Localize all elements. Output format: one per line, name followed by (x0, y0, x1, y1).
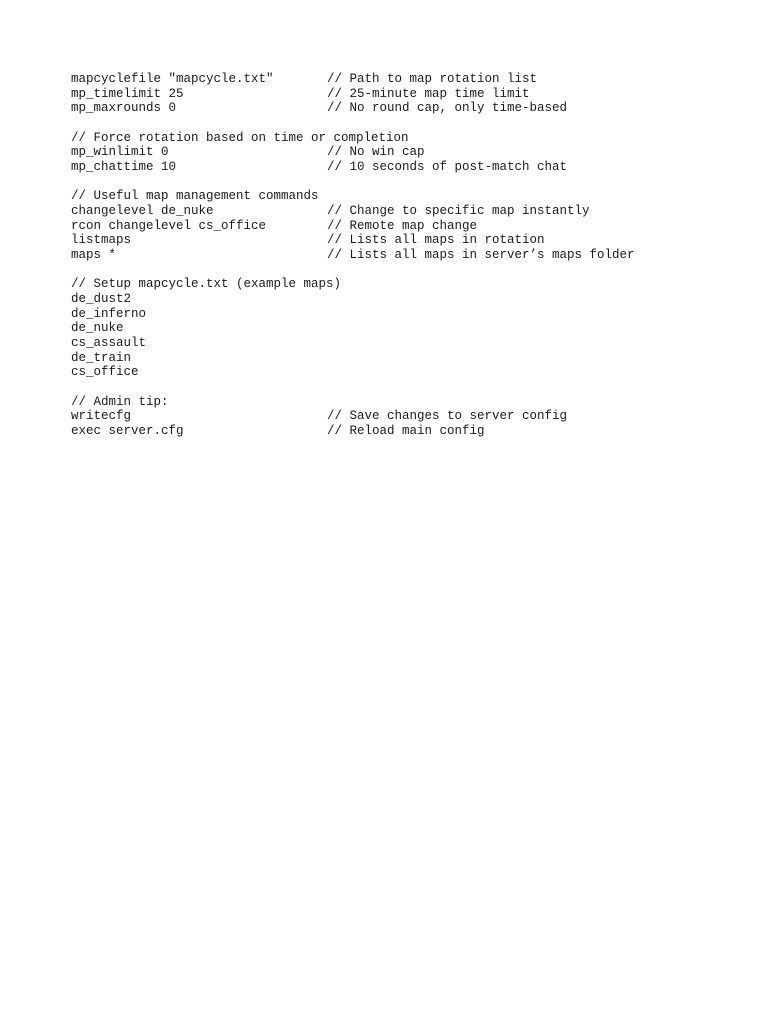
mapcycle-setup-block (71, 277, 731, 380)
heading-comment: // Setup mapcycle.txt (example maps) (71, 277, 342, 292)
map-entry (71, 336, 731, 351)
comment-text: // No round cap, only time-based (327, 101, 568, 116)
map-name: de_dust2 (71, 292, 132, 307)
map-entry (71, 292, 731, 307)
map-name: de_inferno (71, 306, 147, 321)
command-text: rcon changelevel cs_office (71, 218, 267, 233)
comment-text: // Remote map change (327, 218, 478, 233)
comment-text: // 25-minute map time limit (327, 86, 530, 101)
config-line (71, 101, 731, 116)
comment-text: // Path to map rotation list (327, 72, 538, 86)
rotation-settings-block (71, 131, 731, 175)
command-text: exec server.cfg (71, 424, 184, 439)
config-line (71, 219, 731, 234)
comment-text: // No win cap (327, 145, 425, 160)
map-name: de_train (71, 350, 132, 365)
config-line (71, 87, 731, 102)
section-heading (71, 395, 731, 410)
map-entry (71, 321, 731, 336)
comment-text: // Reload main config (327, 424, 485, 439)
heading-comment: // Admin tip: (71, 394, 169, 409)
admin-tip-block (71, 395, 731, 439)
command-text: mp_maxrounds 0 (71, 101, 177, 116)
server-settings-block (71, 72, 731, 116)
config-line (71, 233, 731, 248)
command-text: listmaps (71, 233, 132, 248)
command-text: mp_timelimit 25 (71, 86, 184, 101)
config-line (71, 145, 731, 160)
comment-text: // Change to specific map instantly (327, 204, 590, 218)
config-line (71, 204, 731, 219)
section-heading (71, 131, 731, 146)
config-document (71, 72, 731, 453)
heading-comment: // Useful map management commands (71, 189, 319, 204)
command-text: changelevel de_nuke (71, 204, 214, 218)
map-entry (71, 365, 731, 380)
comment-text: // Lists all maps in server’s maps folder (327, 248, 635, 263)
map-name: cs_assault (71, 336, 147, 351)
map-name: de_nuke (71, 321, 124, 336)
config-line (71, 72, 731, 87)
command-text: mapcyclefile "mapcycle.txt" (71, 72, 274, 86)
comment-text: // Save changes to server config (327, 409, 568, 424)
comment-text: // 10 seconds of post-match chat (327, 160, 568, 175)
map-name: cs_office (71, 365, 139, 380)
map-entry (71, 351, 731, 366)
comment-text: // Lists all maps in rotation (327, 233, 545, 248)
command-text: mp_chattime 10 (71, 160, 177, 175)
map-entry (71, 307, 731, 322)
command-text: writecfg (71, 409, 132, 424)
config-line (71, 160, 731, 175)
command-text: maps * (71, 248, 117, 263)
map-commands-block (71, 189, 731, 262)
config-line (71, 409, 731, 424)
heading-comment: // Force rotation based on time or completion (71, 130, 409, 145)
section-heading (71, 277, 731, 292)
config-line (71, 424, 731, 439)
section-heading (71, 189, 731, 204)
config-line (71, 248, 731, 263)
command-text: mp_winlimit 0 (71, 145, 169, 160)
